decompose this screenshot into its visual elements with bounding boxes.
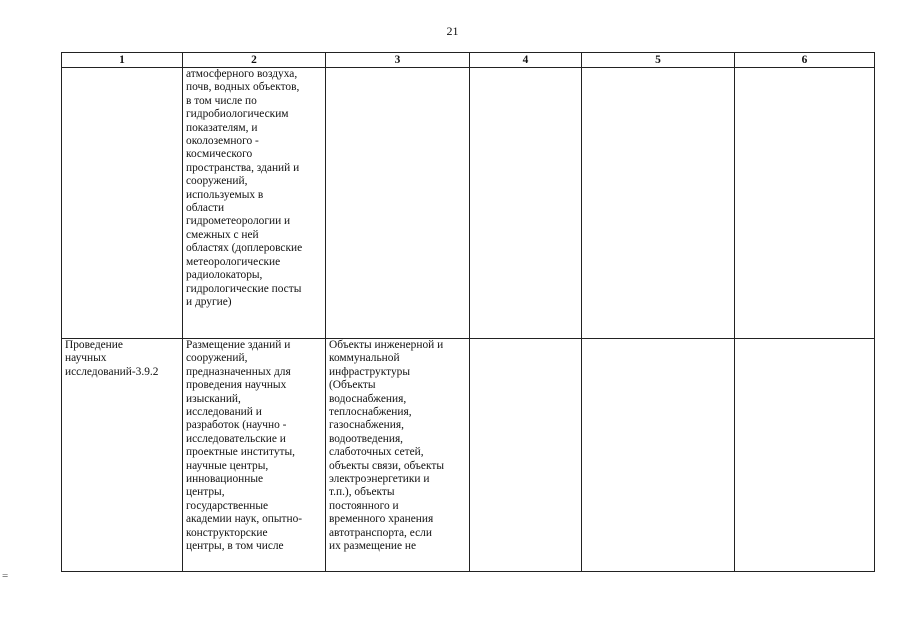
table-cell: [183, 339, 326, 572]
table-cell: [62, 339, 183, 572]
table-cell: [582, 339, 735, 572]
margin-mark: =: [2, 570, 9, 582]
table-cell: [183, 68, 326, 339]
table-row: [62, 339, 875, 572]
cell-text: Размещение зданий и сооружений, предназначенных для проведения научных изысканий, исследований и разработок (научно - исследовательские и проектные институты, научные центры, инновационные центры, государственные академии наук, опытно- конструкторские центры, в том числе: [186, 339, 303, 553]
table-row: [62, 68, 875, 339]
column-header-4: 4: [470, 53, 582, 68]
table-cell: [470, 68, 582, 339]
page-number: 21: [446, 24, 459, 38]
table-cell: [582, 68, 735, 339]
column-header-5: 5: [582, 53, 735, 68]
table-cell: [735, 68, 875, 339]
table-cell: [326, 68, 470, 339]
column-header-1: 1: [62, 53, 183, 68]
column-header-3: 3: [326, 53, 470, 68]
table-cell: [326, 339, 470, 572]
table-cell: [470, 339, 582, 572]
cell-text: Проведение научных исследований-3.9.2: [65, 339, 159, 378]
table-header-row: [62, 53, 875, 68]
regulation-table: [61, 52, 875, 572]
table-cell: [735, 339, 875, 572]
column-header-2: 2: [183, 53, 326, 68]
cell-text: Объекты инженерной и коммунальной инфраструктуры (Объекты водоснабжения, теплоснабжения, газоснабжения, водоотведения, слаботочных сетей, объекты связи, объекты электроэнергетики и т.п.), объекты постоянного и временного хранения автотранспорта, если их размещение не: [329, 339, 444, 553]
cell-text: атмосферного воздуха, почв, водных объектов, в том числе по гидробиологическим показателям, и околоземного - космического пространства, зданий и сооружений, используемых в области гидрометеорологии и смежных с ней областях (доплеровские метеорологические радиолокаторы, гидрологические посты и другие): [186, 68, 303, 308]
table-cell: [62, 68, 183, 339]
column-header-6: 6: [735, 53, 875, 68]
